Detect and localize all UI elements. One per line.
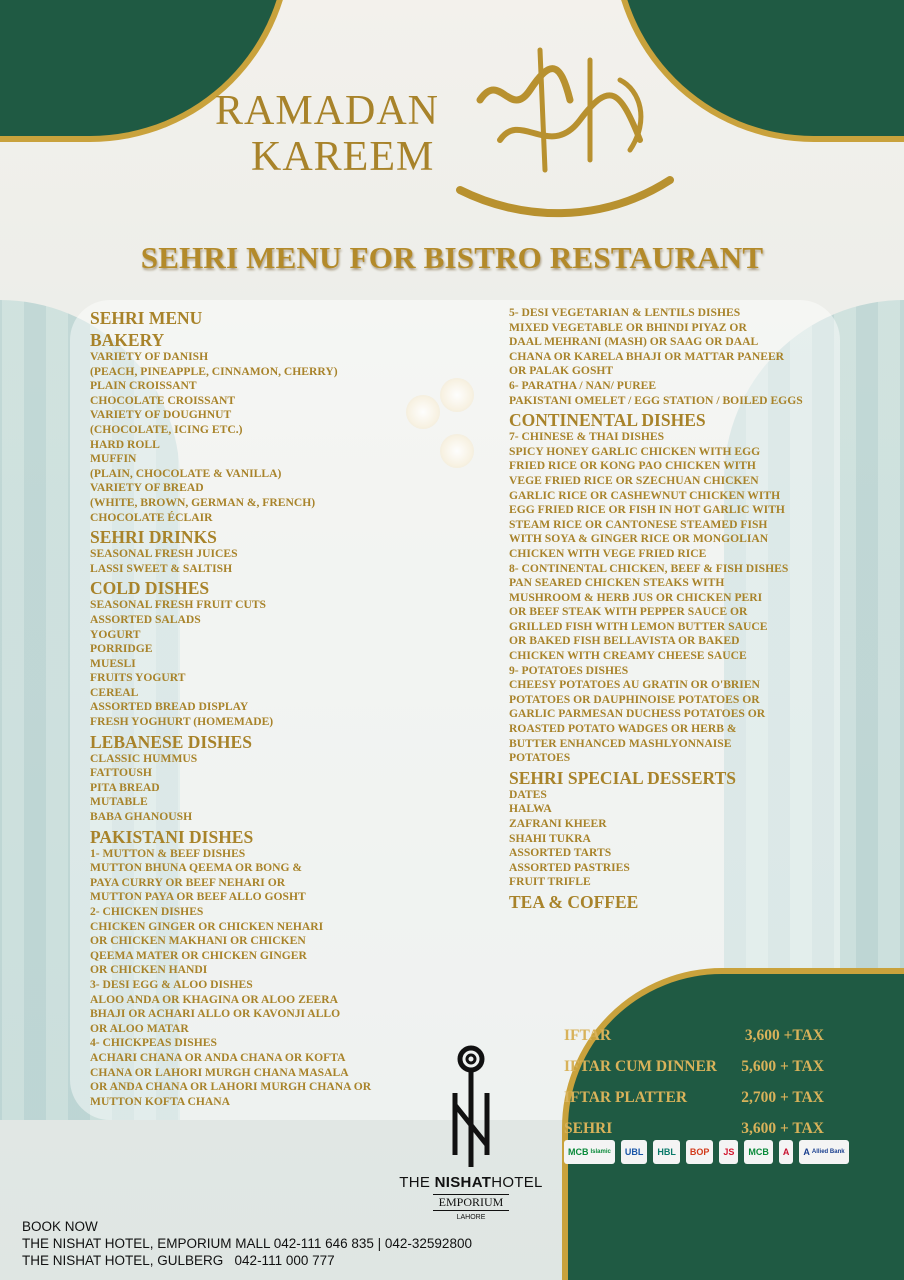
key-logo-icon (441, 1045, 501, 1170)
menu-item: (PEACH, PINEAPPLE, CINNAMON, CHERRY) (90, 364, 338, 378)
emporium-label: EMPORIUM (433, 1194, 510, 1211)
section-heading: TEA & COFFEE (509, 891, 639, 912)
menu-item: ACHARI CHANA OR ANDA CHANA OR KOFTA (90, 1050, 346, 1064)
book-now-label: BOOK NOW (22, 1219, 98, 1234)
menu-item: 4- CHICKPEAS DISHES (90, 1036, 217, 1050)
menu-item: OR BEEF STEAK WITH PEPPER SAUCE OR (509, 605, 748, 619)
menu-item: BABA GHANOUSH (90, 810, 193, 824)
section-heading: PAKISTANI DISHES (90, 826, 254, 847)
menu-item: CHANA OR KARELA BHAJI OR MATTAR PANEER (509, 349, 785, 363)
menu-item: CHOCOLATE ÉCLAIR (90, 510, 213, 524)
menu-item: FRUIT TRIFLE (509, 875, 591, 889)
ramadan-word: RAMADAN (215, 88, 440, 134)
menu-item: POTATOES (509, 751, 571, 765)
menu-item: CHICKEN WITH CREAMY CHEESE SAUCE (509, 649, 747, 663)
menu-item: BUTTER ENHANCED MASHLYONNAISE (509, 736, 732, 750)
menu-item: SEASONAL FRESH FRUIT CUTS (90, 598, 266, 612)
menu-item: VARIETY OF BREAD (90, 481, 204, 495)
bank-logos (564, 1140, 849, 1164)
menu-item: MUSHROOM & HERB JUS OR CHICKEN PERI (509, 590, 763, 604)
menu-item: 5- DESI VEGETARIAN & LENTILS DISHES (509, 306, 741, 319)
price-row (564, 1082, 824, 1113)
menu-item: VEGE FRIED RICE OR SZECHUAN CHICKEN (509, 473, 759, 487)
menu-item: FRESH YOGHURT (HOMEMADE) (90, 715, 274, 729)
price-row (564, 1051, 824, 1082)
menu-item: CHICKEN GINGER OR CHICKEN NEHARI (90, 919, 324, 933)
menu-item: MUTTON PAYA OR BEEF ALLO GOSHT (90, 890, 306, 904)
menu-item: ASSORTED SALADS (90, 612, 201, 626)
ramadan-kareem-heading (215, 88, 439, 180)
bank-name: BOP (689, 1147, 710, 1157)
menu-item: PLAIN CROISSANT (90, 379, 197, 393)
menu-item: CHOCOLATE CROISSANT (90, 393, 236, 407)
menu-item: PITA BREAD (90, 780, 160, 794)
price-value: 2,700 + TAX (741, 1088, 824, 1106)
menu-item: MIXED VEGETABLE OR BHINDI PIYAZ OR (509, 320, 747, 334)
menu-item: SHAHI TUKRA (509, 831, 591, 845)
kareem-word: KAREEM (251, 134, 435, 180)
menu-item: CLASSIC HUMMUS (90, 751, 198, 765)
section-heading: BAKERY (90, 330, 165, 350)
menu-item: PORRIDGE (90, 642, 153, 656)
bank-name: A (803, 1147, 810, 1157)
bank-name: HBL (657, 1147, 676, 1157)
section-heading: SEHRI SPECIAL DESSERTS (509, 767, 736, 788)
section-heading: CONTINENTAL DISHES (509, 410, 706, 431)
bank-subtitle: Islamic (590, 1149, 611, 1155)
bank-logo-icon (744, 1140, 773, 1164)
menu-item: OR PALAK GOSHT (509, 364, 614, 378)
price-label: IFTAR (564, 1026, 612, 1044)
booking-info (22, 1218, 472, 1269)
menu-item: STEAM RICE OR CANTONESE STEAMED FISH (509, 517, 768, 531)
menu-item: HARD ROLL (90, 437, 160, 451)
menu-item: CHEESY POTATOES AU GRATIN OR O'BRIEN (509, 678, 760, 692)
menu-item: FRIED RICE OR KONG PAO CHICKEN WITH (509, 459, 756, 473)
menu-item: ALOO ANDA OR KHAGINA OR ALOO ZEERA (90, 992, 339, 1006)
menu-item: ROASTED POTATO WADGES OR HERB & (509, 722, 737, 736)
bank-logo-icon (564, 1140, 615, 1164)
menu-item: MUESLI (90, 656, 136, 670)
bank-logo-icon (799, 1140, 848, 1164)
menu-item: GRILLED FISH WITH LEMON BUTTER SAUCE (509, 619, 768, 633)
bank-name: JS (723, 1147, 735, 1157)
bank-name: A (782, 1147, 790, 1157)
menu-item: CHICKEN WITH VEGE FRIED RICE (509, 546, 707, 560)
menu-item: 9- POTATOES DISHES (509, 663, 629, 677)
booking-line-gulberg: THE NISHAT HOTEL, GULBERG 042-111 000 777 (22, 1253, 335, 1268)
menu-item: HALWA (509, 802, 552, 816)
menu-item: SEASONAL FRESH JUICES (90, 547, 238, 561)
nishat-hotel-logo (386, 1045, 556, 1221)
menu-item: 7- CHINESE & THAI DISHES (509, 430, 665, 444)
bank-logo-icon (719, 1140, 738, 1164)
menu-item: (PLAIN, CHOCOLATE & VANILLA) (90, 466, 282, 480)
menu-column-left (90, 306, 371, 1109)
menu-item: VARIETY OF DOUGHNUT (90, 408, 232, 422)
menu-item: PAKISTANI OMELET / EGG STATION / BOILED EGGS (509, 393, 803, 407)
arabic-calligraphy-icon (440, 30, 690, 230)
menu-item: MUTTON KOFTA CHANA (90, 1094, 230, 1108)
menu-item: (CHOCOLATE, ICING ETC.) (90, 422, 243, 436)
menu-item: OR ALOO MATAR (90, 1021, 189, 1035)
bank-logo-icon (621, 1140, 648, 1164)
menu-item: OR CHICKEN MAKHANI OR CHICKEN (90, 934, 306, 948)
menu-item: ASSORTED PASTRIES (509, 860, 630, 874)
menu-item: WITH SOYA & GINGER RICE OR MONGOLIAN (509, 532, 769, 546)
menu-item: PAN SEARED CHICKEN STEAKS WITH (509, 576, 725, 590)
menu-item: LASSI SWEET & SALTISH (90, 561, 233, 575)
menu-item: DATES (509, 787, 547, 801)
section-heading: SEHRI DRINKS (90, 527, 217, 548)
menu-item: OR CHICKEN HANDI (90, 963, 208, 977)
price-label: SEHRI (564, 1119, 613, 1137)
brand-word-nishat: NISHAT (434, 1174, 492, 1191)
brand-word-the: THE (399, 1174, 431, 1191)
menu-item: 3- DESI EGG & ALOO DISHES (90, 977, 253, 991)
menu-item: ZAFRANI KHEER (509, 817, 607, 830)
menu-item: MUTTON BHUNA QEEMA OR BONG & (90, 861, 303, 875)
menu-item: QEEMA MATER OR CHICKEN GINGER (90, 948, 307, 962)
menu-item: 6- PARATHA / NAN/ PUREE (509, 378, 657, 392)
bank-name: UBL (624, 1147, 644, 1157)
bank-logo-icon (653, 1140, 680, 1164)
menu-item: DAAL MEHRANI (MASH) OR SAAG OR DAAL (509, 335, 759, 349)
menu-item: PAYA CURRY OR BEEF NEHARI OR (90, 875, 286, 889)
menu-item: ASSORTED TARTS (509, 846, 612, 860)
price-value: 5,600 + TAX (741, 1057, 824, 1075)
menu-item: 2- CHICKEN DISHES (90, 905, 204, 918)
menu-item: SPICY HONEY GARLIC CHICKEN WITH EGG (509, 444, 761, 458)
menu-item: ASSORTED BREAD DISPLAY (90, 700, 249, 714)
menu-column-right (509, 306, 803, 912)
page-title: SEHRI MENU FOR BISTRO RESTAURANT (140, 240, 764, 275)
menu-item: GARLIC RICE OR CASHEWNUT CHICKEN WITH (509, 488, 781, 502)
menu-item: VARIETY OF DANISH (90, 350, 209, 363)
menu-item: BHAJI OR ACHARI ALLO OR KAVONJI ALLO (90, 1007, 341, 1021)
bank-name: MCB (748, 1147, 769, 1157)
section-heading: COLD DISHES (90, 578, 210, 599)
price-value: 3,600 +TAX (744, 1026, 824, 1044)
menu-item: FRUITS YOGURT (90, 671, 186, 685)
hotel-brand-name (386, 1174, 556, 1191)
price-list (564, 1020, 824, 1144)
menu-item: EGG FRIED RICE OR FISH IN HOT GARLIC WITH (509, 503, 785, 517)
bank-name: MCB (568, 1147, 589, 1157)
menu-item: 1- MUTTON & BEEF DISHES (90, 846, 246, 860)
menu-item: POTATOES OR DAUPHINOISE POTATOES OR (509, 692, 760, 706)
menu-item: CEREAL (90, 685, 139, 699)
price-row (564, 1020, 824, 1051)
bank-subtitle: Allied Bank (811, 1149, 845, 1155)
menu-item: MUTABLE (90, 795, 148, 809)
price-label: IFTAR CUM DINNER (564, 1057, 717, 1075)
menu-item: CHANA OR LAHORI MURGH CHANA MASALA (90, 1065, 349, 1079)
bank-logo-icon (779, 1140, 794, 1164)
menu-item: YOGURT (90, 627, 141, 641)
menu-item: 8- CONTINENTAL CHICKEN, BEEF & FISH DISHES (509, 561, 789, 575)
price-label: IFTAR PLATTER (564, 1088, 688, 1106)
bank-logo-icon (686, 1140, 714, 1164)
section-heading: SEHRI MENU (90, 308, 203, 328)
menu-item: OR BAKED FISH BELLAVISTA OR BAKED (509, 634, 740, 648)
menu-item: OR ANDA CHANA OR LAHORI MURGH CHANA OR (90, 1080, 372, 1094)
menu-item: GARLIC PARMESAN DUCHESS POTATOES OR (509, 707, 766, 721)
booking-line-emporium: THE NISHAT HOTEL, EMPORIUM MALL 042-111 646 835 | 042-32592800 (22, 1236, 472, 1251)
menu-item: MUFFIN (90, 452, 137, 466)
menu-item: FATTOUSH (90, 766, 152, 780)
city-label: LAHORE (456, 1214, 486, 1221)
section-heading: LEBANESE DISHES (90, 731, 252, 752)
price-value: 3,600 + TAX (741, 1119, 824, 1137)
menu-item: (WHITE, BROWN, GERMAN &, FRENCH) (90, 495, 316, 509)
brand-word-hotel: HOTEL (491, 1174, 543, 1191)
